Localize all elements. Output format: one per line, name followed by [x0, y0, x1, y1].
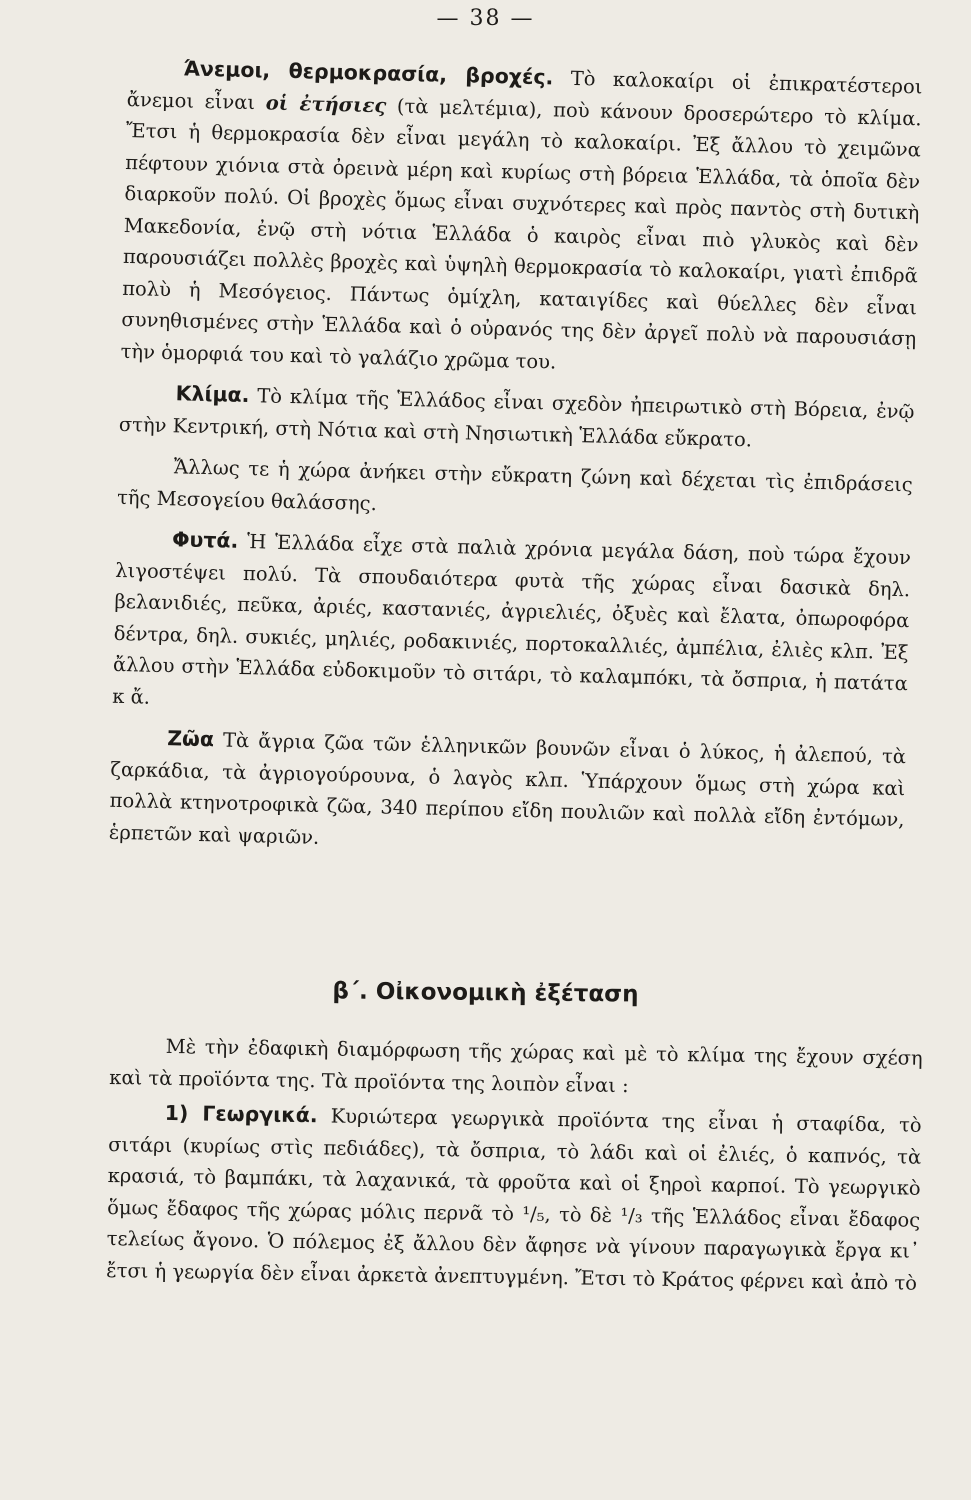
- paragraph-climate: [119, 377, 915, 459]
- paragraph-lead: Ζῶα: [166, 726, 215, 752]
- paragraph-lead: Φυτά.: [171, 527, 239, 553]
- paragraph-winds: [120, 52, 922, 386]
- paragraph-text: Κυριώτερα γεωργικὰ προϊόντα της εἶναι ἡ σταφίδα, τὸ σιτάρι (κυρίως στὶς πεδιάδες), τὰ ὄσπρια, τὸ λάδι καὶ οἱ ἐλιές, ὁ καπνός, τὰ κρασιά, τὸ βαμπάκι, τὰ λαχανικά, τὰ φροῦτα καὶ οἱ ξηροὶ καρποί. Τὸ γεωργικὸ ὅμως ἔδαφος τῆς χώρας μόλις περνᾶ τὸ ¹/₅, τὸ δὲ ¹/₃ τῆς Ἑλλάδος εἶναι ἔδαφος τελείως ἄγονο. Ὁ πόλεμος ἐξ ἄλλου δὲν ἄφησε νὰ γίνουν παραγωγικὰ ἔργα κι᾿ ἔτσι ἡ γεωργία δὲν εἶναι ἀρκετὰ ἀνεπτυγμένη. Ἔτσι τὸ Κράτος φέρνει καὶ ἀπὸ τὸ: [106, 1104, 922, 1295]
- section-geography: [109, 52, 923, 867]
- paragraph-lead: Κλίμα.: [175, 381, 250, 408]
- paragraph-text: Ἄλλως τε ἡ χώρα ἀνήκει στὴν εὔκρατη ζώνη καὶ δέχεται τὶς ἐπιδράσεις τῆς Μεσογείου θαλάσσης.: [116, 455, 913, 515]
- page-number: — 38 —: [436, 6, 535, 31]
- emphasis-etesians: οἱ ἐτήσιες: [265, 90, 387, 117]
- paragraph-plants: [112, 523, 911, 731]
- paragraph-lead: Άνεμοι, θερμοκρασία, βροχές.: [183, 56, 554, 90]
- paragraph-text: (τὰ μελτέμια), ποὺ κάνουν δροσερώτερο τὸ κλίμα. Ἔτσι ἡ θερμοκρασία δὲν εἶναι μεγάλη τὸ καλοκαίρι. Ἐξ ἄλλου τὸ χειμῶνα πέφτουν χιόνια στὰ ὀρεινὰ μέρη καὶ κυρίως στὴ βόρεια Ἑλλάδα, τὰ ὁποῖα δὲν διαρκοῦν πολύ. Οἱ βροχὲς ὅμως εἶναι συχνότερες καὶ πρὸς παντὸς στὴ δυτικὴ Μακεδονία, ἐνῷ στὴ νότια Ἑλλάδα ὁ καιρὸς εἶναι πιὸ γλυκὸς καὶ δὲν παρουσιάζει πολλὲς βροχὲς καὶ ὑψηλὴ θερμοκρασία τὸ καλοκαίρι, γιατὶ ἐπιδρᾶ πολὺ ἡ Μεσόγειος. Πάντως ὁμίχλη, καταιγίδες καὶ θύελλες δὲν εἶναι συνηθισμένες στὴν Ἑλλάδα καὶ ὁ οὐρανός της δὲν ἀργεῖ πολὺ νὰ παρουσιάσῃ τὴν ὁμορφιά του καὶ τὸ γαλάζιο χρῶμα του.: [120, 93, 922, 374]
- section-heading: β΄. Οἰκονομικὴ ἐξέταση: [332, 978, 639, 1008]
- paragraph-text: Τὸ κλίμα τῆς Ἑλλάδος εἶναι σχεδὸν ἠπειρωτικὸ στὴ Βόρεια, ἐνῷ στὴν Κεντρική, στὴ Νότια καὶ στὴ Νησιωτικὴ Ἑλλάδα εὔκρατο.: [118, 384, 915, 451]
- paragraph-text: Τὸ καλοκαίρι οἱ ἐπικρατέστεροι ἄνεμοι εἶναι: [126, 66, 923, 114]
- paragraph-text: Μὲ τὴν ἐδαφικὴ διαμόρφωση τῆς χώρας καὶ μὲ τὸ κλίμα της ἔχουν σχέση καὶ τὰ προϊόντα της. Τὰ προϊόντα της λοιπὸν εἶναι :: [109, 1034, 923, 1097]
- paragraph-lead: 1) Γεωργικά.: [164, 1100, 318, 1128]
- paragraph-text: Τὰ ἄγρια ζῶα τῶν ἑλληνικῶν βουνῶν εἶναι ὁ λύκος, ἡ ἀλεπού, τὰ ζαρκάδια, τὰ ἀγριογούρουνα, ὁ λαγὸς κλπ. Ὑπάρχουν ὅμως στὴ χώρα καὶ πολλὰ κτηνοτροφικὰ ζῶα, 340 περίπου εἴδη πουλιῶν καὶ πολλὰ εἴδη ἐντόμων, ἑρπετῶν καὶ ψαριῶν.: [108, 728, 907, 849]
- paragraph-products-intro: [109, 1030, 923, 1106]
- paragraph-temperate-zone: [117, 450, 913, 532]
- paragraph-animals: [109, 722, 907, 867]
- paragraph-agricultural: [106, 1097, 922, 1299]
- section-economy: [106, 1030, 923, 1299]
- paragraph-text: Ἡ Ἑλλάδα εἶχε στὰ παλιὰ χρόνια μεγάλα δάση, ποὺ τώρα ἔχουν λιγοστέψει πολύ. Τὰ σπουδαιότερα φυτὰ τῆς χώρας εἶναι δασικὰ δηλ. βελανιδιές, πεῦκα, ἀριές, καστανιές, ἀγριελιές, ὀξυὲς καὶ ἔλατα, ὀπωροφόρα δέντρα, δηλ. συκιές, μηλιές, ροδακινιές, πορτοκαλλιές, ἀμπέλια, ἐλιὲς κλπ. Ἐξ ἄλλου στὴν Ἑλλάδα εὐδοκιμοῦν τὸ σιτάρι, τὸ καλαμπόκι, τὰ ὄσπρια, ἡ πατάτα κ ἄ.: [111, 529, 912, 709]
